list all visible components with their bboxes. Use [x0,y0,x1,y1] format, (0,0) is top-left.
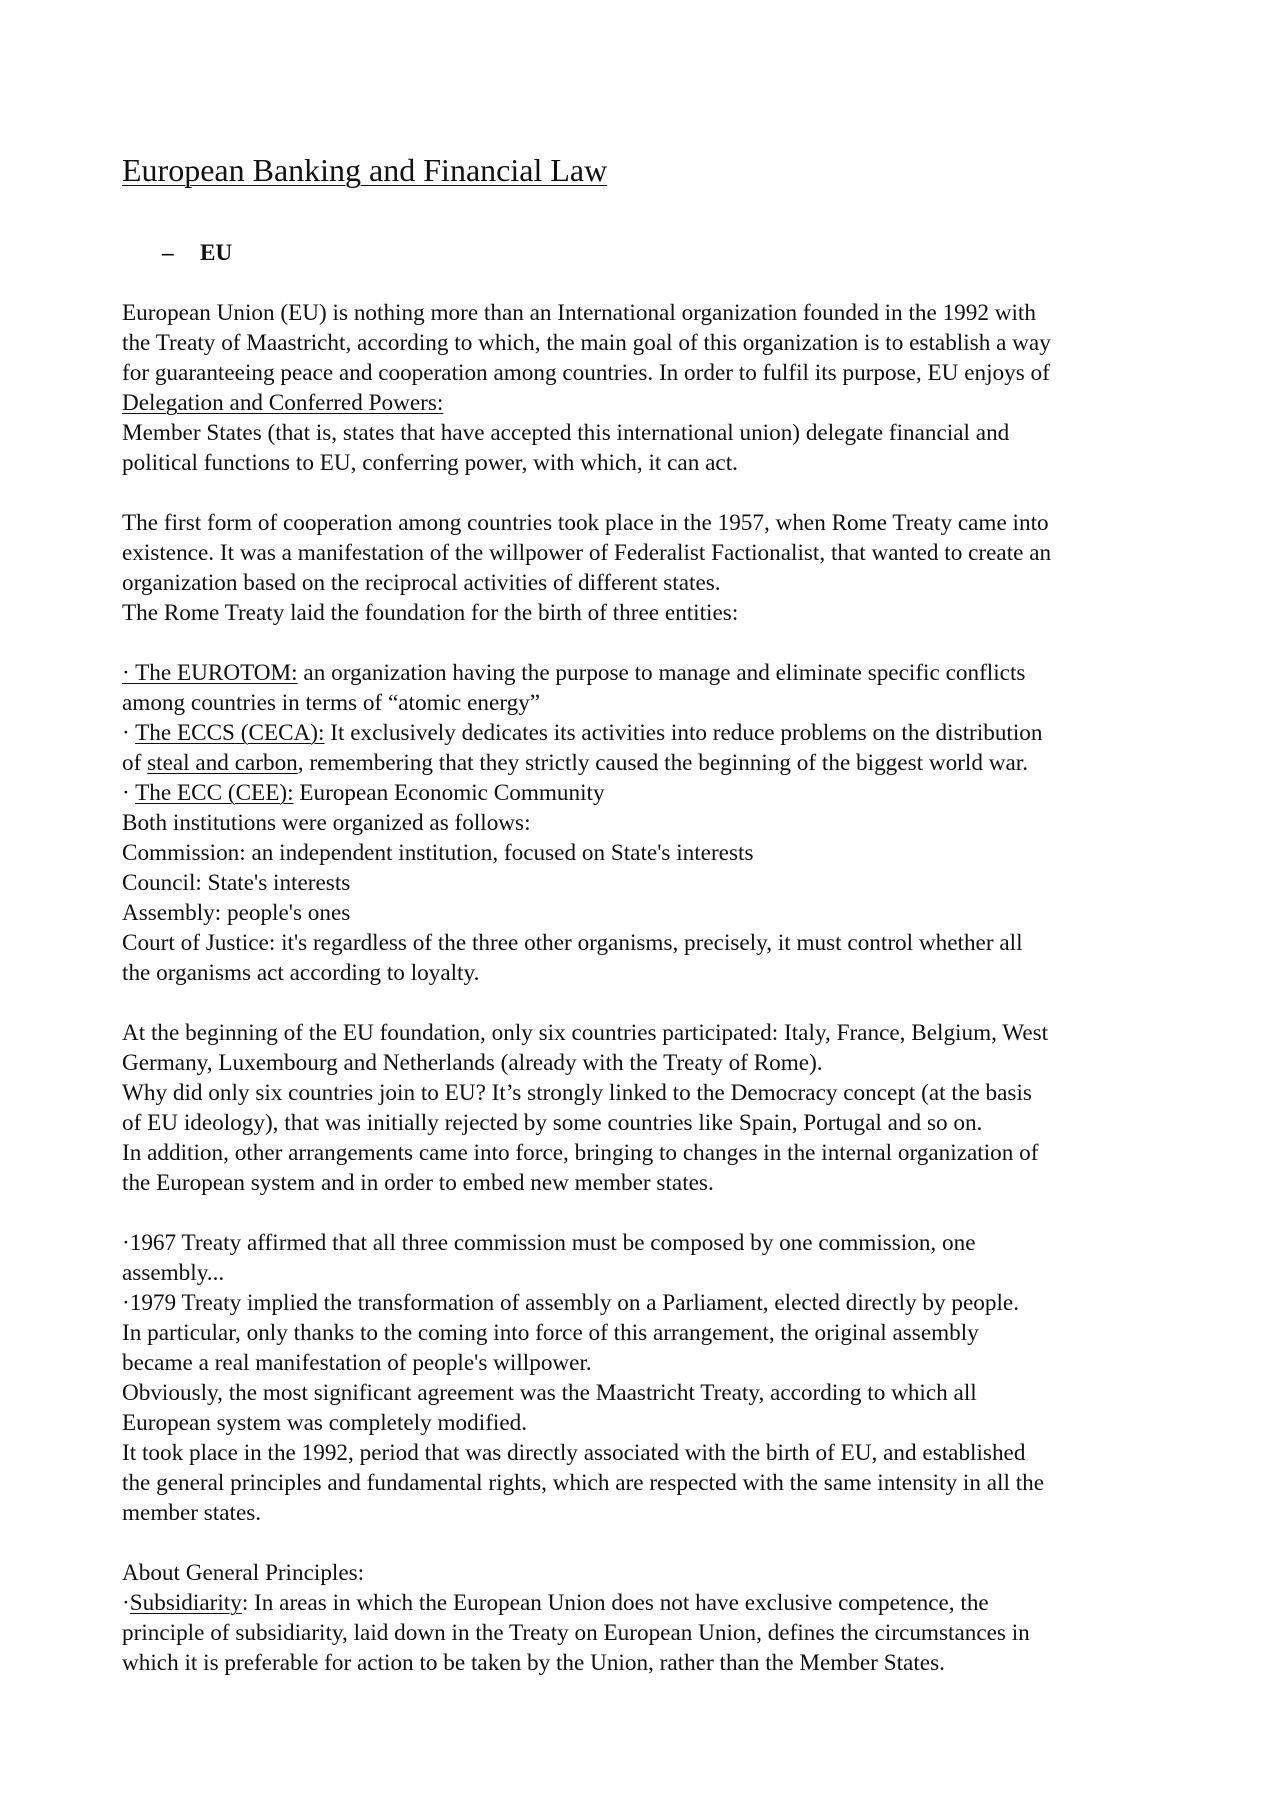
text-line: About General Principles: [122,1560,365,1586]
text-line: principle of subsidiarity, laid down in the Treaty on European Union, defines the circumstances in [122,1620,1030,1646]
text-line: existence. It was a manifestation of the willpower of Federalist Factionalist, that wanted to create an [122,540,1052,566]
underlined-term-delegation: Delegation and Conferred Powers: [122,390,444,416]
paragraph-treaties [122,1228,1172,1528]
text-fragment: It exclusively dedicates its activities into reduce problems on the distribution [324,720,1043,746]
text-line: the European system and in order to embed new member states. [122,1170,714,1196]
text-line: Both institutions were organized as follows: [122,810,531,836]
list-item-eurotom [122,658,1172,688]
bullet: · [122,1590,130,1616]
text-line: Assembly: people's ones [122,900,351,926]
text-fragment: , remembering that they strictly caused the beginning of the biggest world war. [297,750,1028,776]
page-title: European Banking and Financial Law [122,152,608,188]
underlined-term-subsidiarity: Subsidiarity [129,1590,242,1616]
document-page [122,150,1172,1708]
text-line: the general principles and fundamental rights, which are respected with the same intensity in all the [122,1470,1045,1496]
text-line: Germany, Luxembourg and Netherlands (already with the Treaty of Rome). [122,1050,823,1076]
section-heading-label: EU [200,240,233,266]
text-line: ·1967 Treaty affirmed that all three commission must be composed by one commission, one [122,1230,976,1256]
text-line: the Treaty of Maastricht, according to which, the main goal of this organization is to establish a way [122,330,1051,356]
text-line [122,388,1172,418]
text-line: member states. [122,1500,262,1526]
bullet: · [122,780,136,806]
text-fragment: of [122,750,148,776]
text-line: which it is preferable for action to be taken by the Union, rather than the Member States. [122,1650,945,1676]
paragraph-general-principles [122,1558,1172,1678]
text-line: Court of Justice: it's regardless of the three other organisms, precisely, it must control whether all [122,930,1023,956]
list-item-ecc [122,778,1172,808]
underlined-term-eurotom: · The EUROTOM: [122,660,298,686]
text-line: became a real manifestation of people's willpower. [122,1350,592,1376]
list-item-eccs [122,718,1172,748]
text-line: the organisms act according to loyalty. [122,960,480,986]
paragraph-entities [122,658,1172,988]
underlined-term-eccs: The ECCS (CECA): [135,720,325,746]
paragraph-six-countries [122,1018,1172,1198]
bullet: · [122,720,136,746]
paragraph-intro [122,298,1172,478]
text-line: assembly... [122,1260,225,1286]
text-line: Member States (that is, states that have accepted this international union) delegate financial and [122,420,1010,446]
underlined-term-ecc: The ECC (CEE): [135,780,294,806]
text-line: political functions to EU, conferring power, with which, it can act. [122,450,738,476]
text-line: It took place in the 1992, period that was directly associated with the birth of EU, and established [122,1440,1026,1466]
paragraph-rome-treaty [122,508,1172,628]
text-line: European Union (EU) is nothing more than an International organization founded in the 1992 with [122,300,1036,326]
text-line: Why did only six countries join to EU? It’s strongly linked to the Democracy concept (at the basis [122,1080,1032,1106]
underlined-term-steal-carbon: steal and carbon [147,750,298,776]
text-line: ·1979 Treaty implied the transformation of assembly on a Parliament, elected directly by people. [122,1290,1019,1316]
text-line: Council: State's interests [122,870,351,896]
dash-bullet: – [162,240,174,266]
text-line: for guaranteeing peace and cooperation among countries. In order to fulfil its purpose, EU enjoys of [122,360,1050,386]
text-line: At the beginning of the EU foundation, only six countries participated: Italy, France, Belgium, West [122,1020,1049,1046]
list-item-subsidiarity [122,1588,1172,1618]
text-fragment: : In areas in which the European Union does not have exclusive competence, the [241,1590,989,1616]
text-fragment: European Economic Community [293,780,605,806]
text-line: European system was completely modified. [122,1410,528,1436]
text-line [122,748,1172,778]
text-line: Commission: an independent institution, focused on State's interests [122,840,754,866]
text-fragment: an organization having the purpose to manage and eliminate specific conflicts [297,660,1026,686]
text-line: In addition, other arrangements came into force, bringing to changes in the internal organization of [122,1140,1039,1166]
text-line: organization based on the reciprocal activities of different states. [122,570,721,596]
text-line: The first form of cooperation among countries took place in the 1957, when Rome Treaty came into [122,510,1049,536]
text-line: In particular, only thanks to the coming into force of this arrangement, the original assembly [122,1320,979,1346]
text-line: The Rome Treaty laid the foundation for the birth of three entities: [122,600,739,626]
text-line: Obviously, the most significant agreement was the Maastricht Treaty, according to which all [122,1380,977,1406]
text-line: of EU ideology), that was initially rejected by some countries like Spain, Portugal and so on. [122,1110,983,1136]
text-line: among countries in terms of “atomic energy” [122,690,541,716]
section-heading [162,238,1172,268]
